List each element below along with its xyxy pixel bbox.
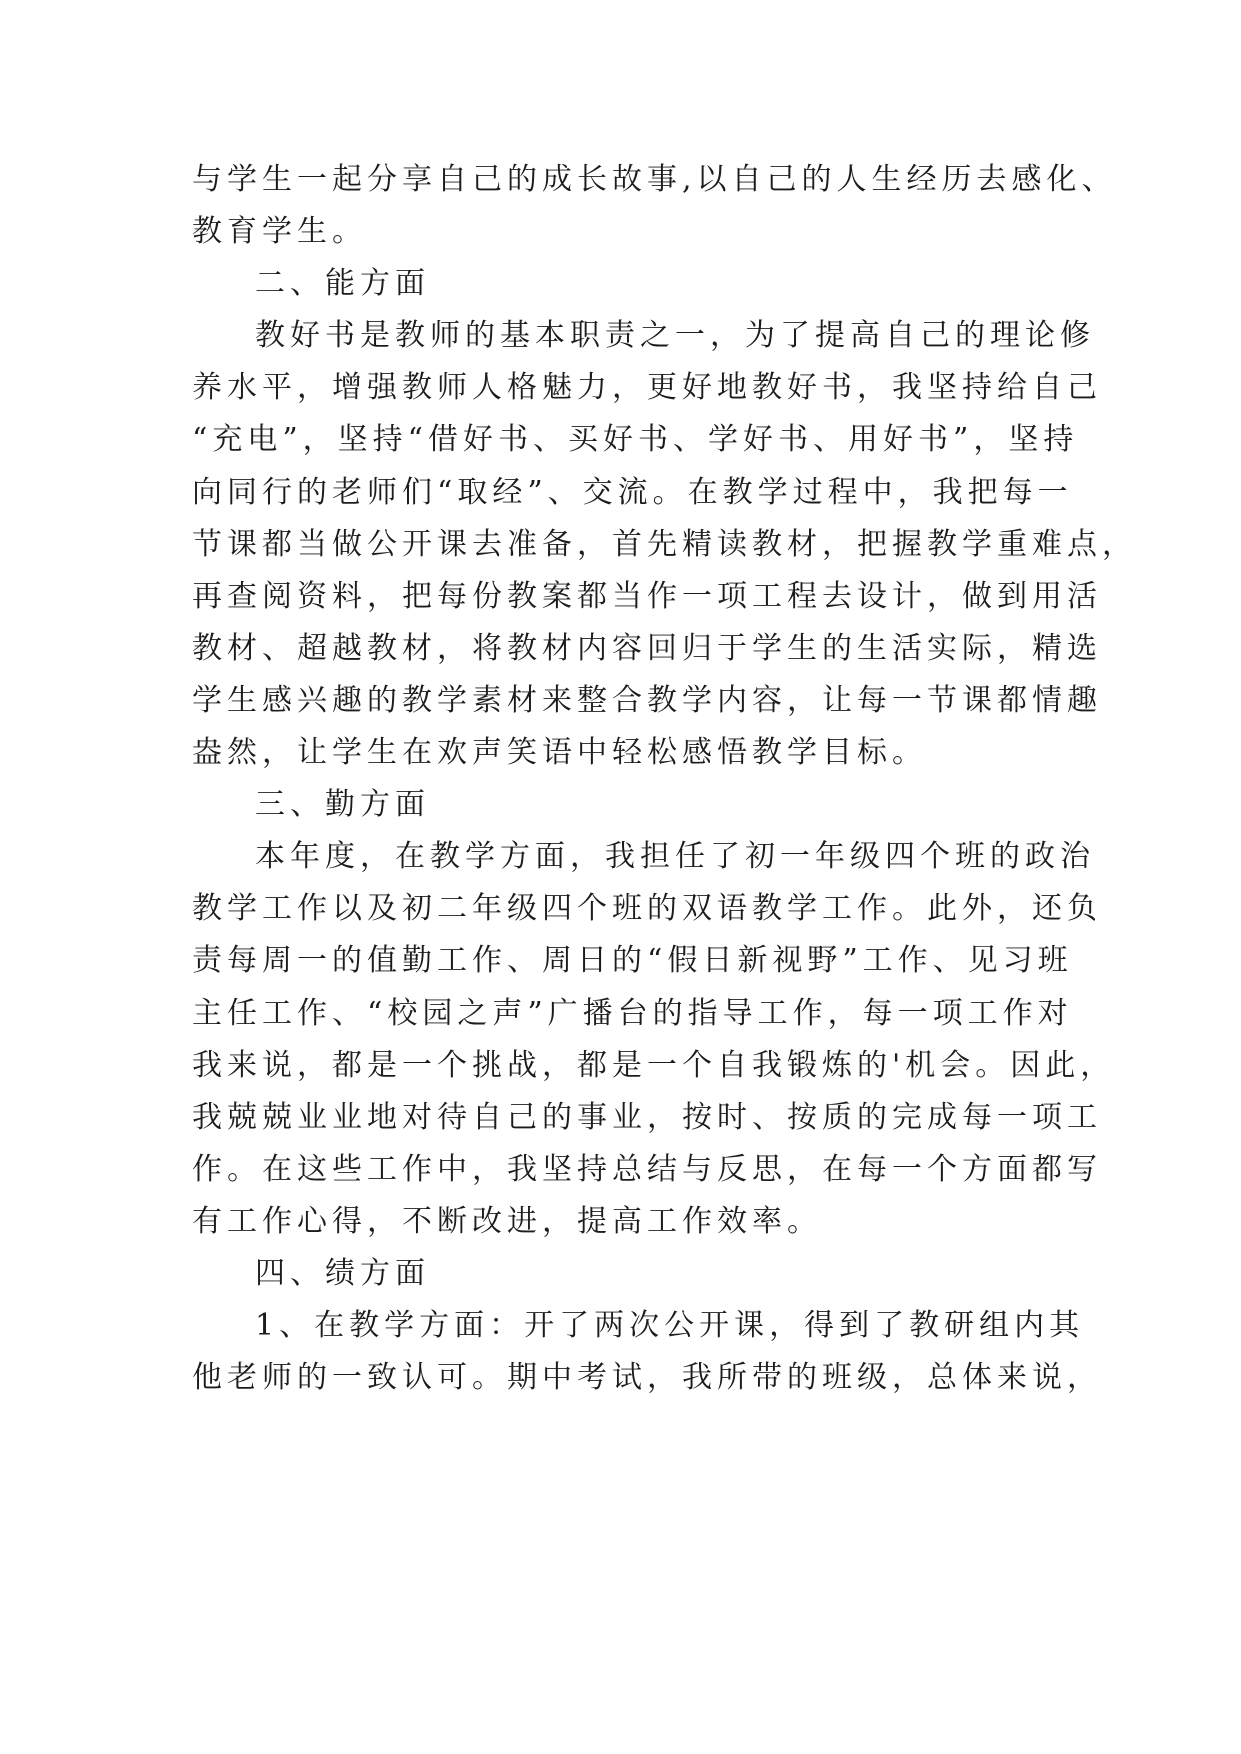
- text-line: 作。在这些工作中，我坚持总结与反思，在每一个方面都写: [192, 1151, 1102, 1187]
- document-body: [192, 154, 1137, 1404]
- text-line: 我兢兢业业地对待自己的事业，按时、按质的完成每一项工: [192, 1099, 1102, 1135]
- text-line: 再查阅资料，把每份教案都当作一项工程去设计，做到用活: [192, 578, 1102, 614]
- text-line: 教材、超越教材，将教材内容回归于学生的生活实际，精选: [192, 630, 1102, 666]
- paragraph-start-line: 1、在教学方面：开了两次公开课，得到了教研组内其: [255, 1308, 1085, 1344]
- text-line: 责每周一的值勤工作、周日的“假日新视野”工作、见习班: [192, 943, 1073, 979]
- paragraph-start-line: 四、绩方面: [255, 1255, 430, 1291]
- text-line: 教育学生。: [192, 214, 367, 250]
- text-line: 向同行的老师们“取经”、交流。在教学过程中，我把每一: [192, 474, 1073, 510]
- text-line: 主任工作、“校园之声”广播台的指导工作，每一项工作对: [192, 995, 1073, 1031]
- text-line: 与学生一起分享自己的成长故事,以自己的人生经历去感化、: [192, 162, 1117, 197]
- text-line: 学生感兴趣的教学素材来整合教学内容，让每一节课都情趣: [192, 682, 1102, 718]
- text-line: 我来说，都是一个挑战，都是一个自我锻炼的'机会。因此，: [192, 1047, 1116, 1083]
- text-line: 盎然，让学生在欢声笑语中轻松感悟教学目标。: [192, 735, 927, 771]
- text-line: 他老师的一致认可。期中考试，我所带的班级，总体来说，: [192, 1360, 1102, 1396]
- paragraph-start-line: 二、能方面: [255, 266, 430, 302]
- text-line: 养水平，增强教师人格魅力，更好地教好书，我坚持给自己: [192, 370, 1102, 406]
- paragraph-start-line: 本年度，在教学方面，我担任了初一年级四个班的政治: [255, 839, 1095, 875]
- text-line: 节课都当做公开课去准备，首先精读教材，把握教学重难点，: [192, 526, 1137, 562]
- text-line: 教学工作以及初二年级四个班的双语教学工作。此外，还负: [192, 891, 1102, 927]
- text-line: 有工作心得，不断改进，提高工作效率。: [192, 1203, 822, 1239]
- paragraph-start-line: 三、勤方面: [255, 787, 430, 823]
- text-line: “充电”，坚持“借好书、买好书、学好书、用好书”，坚持: [192, 422, 1079, 458]
- paragraph-start-line: 教好书是教师的基本职责之一，为了提高自己的理论修: [255, 318, 1095, 354]
